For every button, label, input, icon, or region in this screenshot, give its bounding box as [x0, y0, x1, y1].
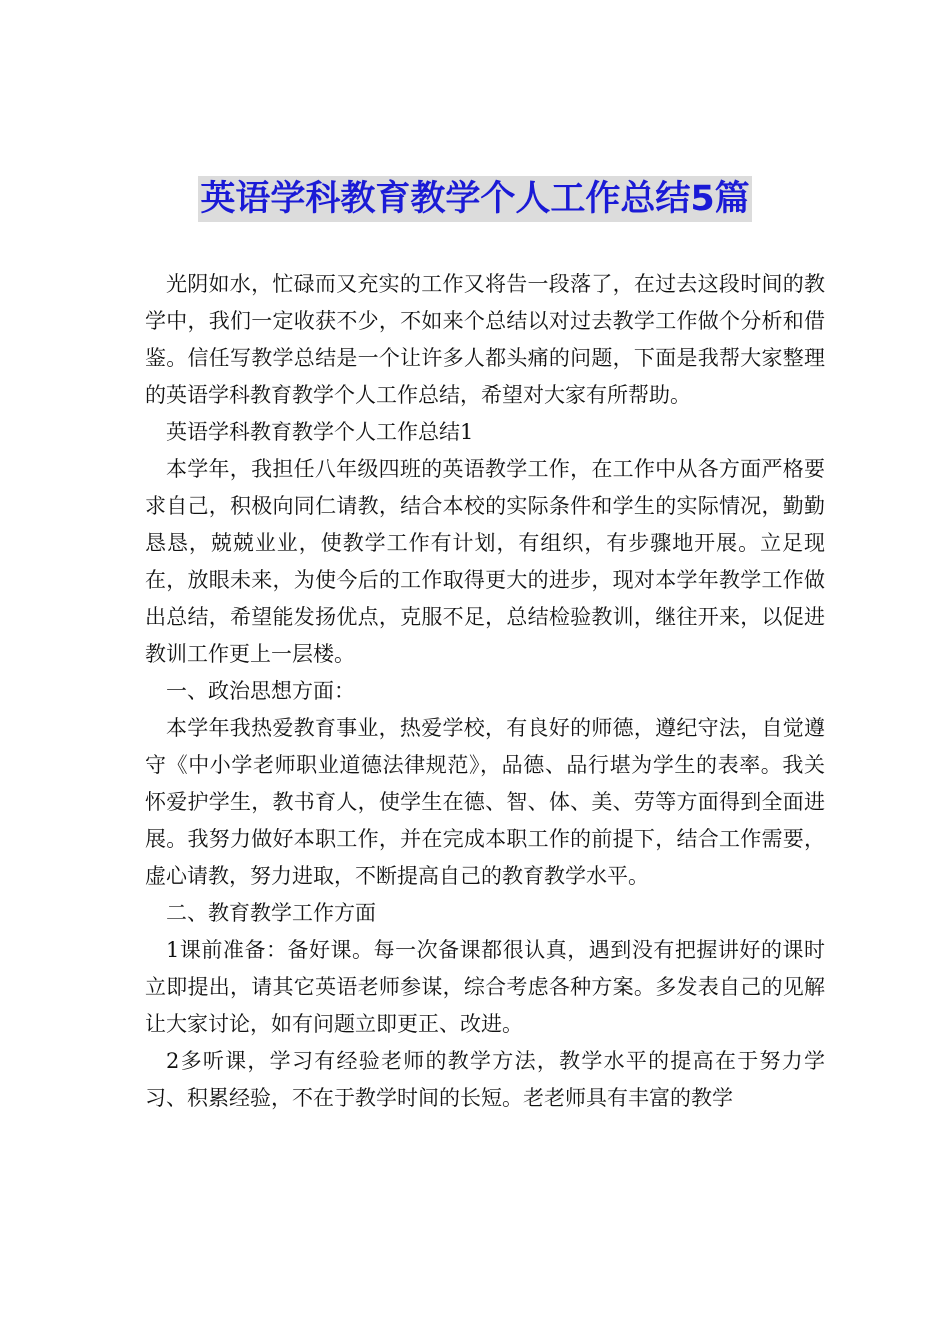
document-title: 英语学科教育教学个人工作总结5篇: [198, 176, 751, 222]
title-container: [0, 176, 950, 222]
document-body: [145, 266, 825, 1117]
section-heading-teaching: 二、教育教学工作方面: [166, 901, 376, 925]
paragraph-teaching-1: 1课前准备：备好课。每一次备课都很认真，遇到没有把握讲好的课时立即提出，请其它英语老师参谋，综合考虑各种方案。多发表自己的见解让大家讨论，如有问题立即更正、改进。: [145, 938, 825, 1036]
paragraph-summary-1-intro: 本学年，我担任八年级四班的英语教学工作，在工作中从各方面严格要求自己，积极向同仁请教，结合本校的实际条件和学生的实际情况，勤勤恳恳，兢兢业业，使教学工作有计划，有组织，有步骤地开展。立足现在，放眼未来，为使今后的工作取得更大的进步，现对本学年教学工作做出总结，希望能发扬优点，克服不足，总结检验教训，继往开来，以促进教训工作更上一层楼。: [145, 457, 825, 666]
paragraph-teaching-2: 2多听课，学习有经验老师的教学方法，教学水平的提高在于努力学习、积累经验，不在于教学时间的长短。老老师具有丰富的教学: [145, 1049, 825, 1110]
paragraph-intro: 光阴如水，忙碌而又充实的工作又将告一段落了，在过去这段时间的教学中，我们一定收获不少，不如来个总结以对过去教学工作做个分析和借鉴。信任写教学总结是一个让许多人都头痛的问题，下面是我帮大家整理的英语学科教育教学个人工作总结，希望对大家有所帮助。: [145, 272, 825, 407]
section-heading-summary-1: 英语学科教育教学个人工作总结1: [166, 420, 474, 444]
paragraph-political: 本学年我热爱教育事业，热爱学校，有良好的师德，遵纪守法，自觉遵守《中小学老师职业道德法律规范》，品德、品行堪为学生的表率。我关怀爱护学生，教书育人，使学生在德、智、体、美、劳等方面得到全面进展。我努力做好本职工作，并在完成本职工作的前提下，结合工作需要，虚心请教，努力进取，不断提高自己的教育教学水平。: [145, 716, 825, 888]
section-heading-political: 一、政治思想方面：: [166, 679, 355, 703]
